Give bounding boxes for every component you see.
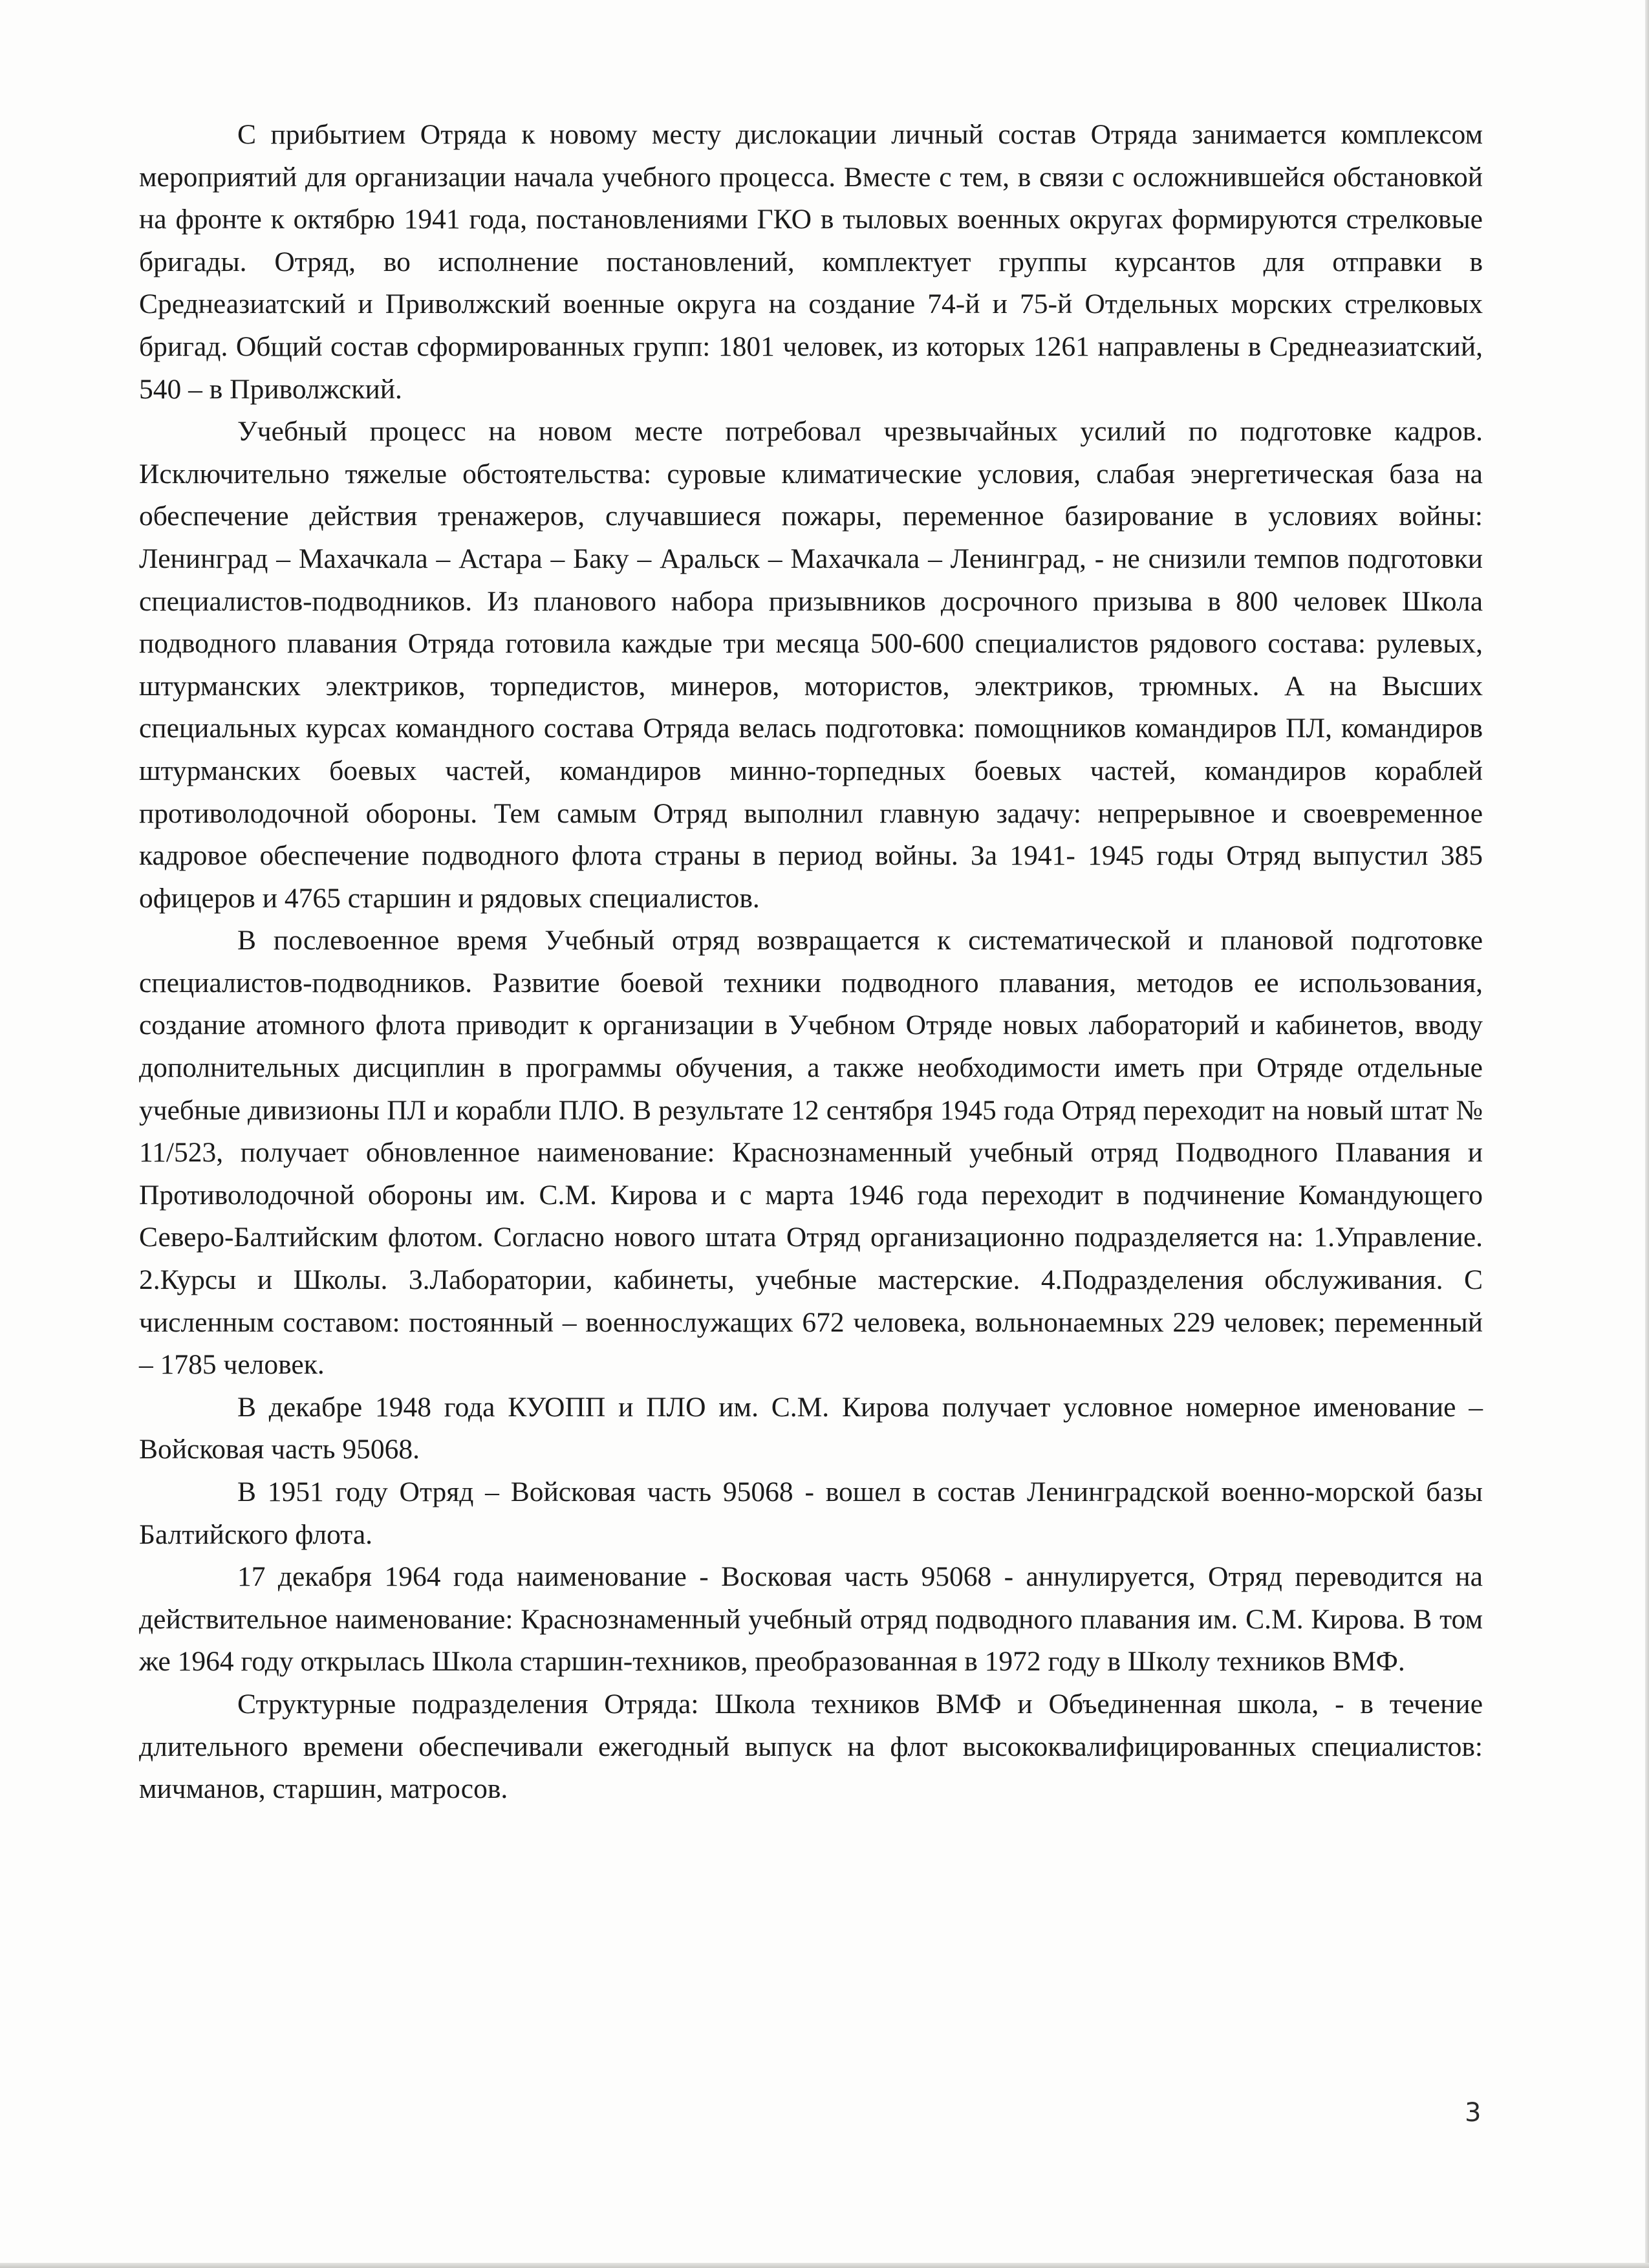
body-text	[139, 114, 1483, 1811]
paragraph-1964-renaming: 17 декабря 1964 года наименование - Восковая часть 95068 - аннулируется, Отряд переводится на действительное наименование: Краснознаменный учебный отряд подводного плавания им. С.М. Кирова. В том же 1964 году открылась Школа старшин-техников, преобразованная в 1972 году в Школу техников ВМФ.	[139, 1561, 1483, 1678]
paragraph-wartime-training: Учебный процесс на новом месте потребовал чрезвычайных усилий по подготовке кадров. Исключительно тяжелые обстоятельства: суровые климатические условия, слабая энергетическая база на обеспечение действия тренажеров, случавшиеся пожары, переменное базирование в условиях войны: Ленинград – Махачкала – Астара – Баку – Аральск – Махачкала – Ленинград, - не снизили темпов подготовки специалистов-подводников. Из планового набора призывников досрочного призыва в 800 человек Школа подводного плавания Отряда готовила каждые три месяца 500-600 специалистов рядового состава: рулевых, штурманских электриков, торпедистов, минеров, мотористов, электриков, трюмных. А на Высших специальных курсах командного состава Отряда велась подготовка: помощников командиров ПЛ, командиров штурманских боевых частей, командиров минно-торпедных боевых частей, командиров кораблей противолодочной обороны. Тем самым Отряд выполнил главную задачу: непрерывное и своевременное кадровое обеспечение подводного флота страны в период войны. За 1941- 1945 годы Отряд выпустил 385 офицеров и 4765 старшин и рядовых специалистов.	[139, 416, 1483, 914]
paragraph-1951-naval-base: В 1951 году Отряд – Войсковая часть 95068 - вошел в состав Ленинградской военно-морской базы Балтийского флота.	[139, 1476, 1483, 1550]
scan-edge-right	[1645, 0, 1649, 2268]
paragraph-postwar: В послевоенное время Учебный отряд возвращается к систематической и плановой подготовке специалистов-подводников. Развитие боевой техники подводного плавания, методов ее использования, создание атомного флота приводит к организации в Учебном Отряде новых лабораторий и кабинетов, вводу дополнительных дисциплин в программы обучения, а также необходимости иметь при Отряде отдельные учебные дивизионы ПЛ и корабли ПЛО. В результате 12 сентября 1945 года Отряд переходит на новый штат № 11/523, получает обновленное наименование: Краснознаменный учебный отряд Подводного Плавания и Противолодочной обороны им. С.М. Кирова и с марта 1946 года переходит в подчинение Командующего Северо-Балтийским флотом. Согласно нового штата Отряд организационно подразделяется на: 1.Управление. 2.Курсы и Школы. 3.Лаборатории, кабинеты, учебные мастерские. 4.Подразделения обслуживания. С численным составом: постоянный – военнослужащих 672 человека, вольнонаемных 229 человек; переменный – 1785 человек.	[139, 925, 1483, 1381]
paragraph-structural-units: Структурные подразделения Отряда: Школа техников ВМФ и Объединенная школа, - в течение длительного времени обеспечивали ежегодный выпуск на флот высококвалифицированных специалистов: мичманов, старшин, матросов.	[139, 1688, 1483, 1805]
paragraph-arrival: С прибытием Отряда к новому месту дислокации личный состав Отряда занимается комплексом мероприятий для организации начала учебного процесса. Вместе с тем, в связи с осложнившейся обстановкой на фронте к октябрю 1941 года, постановлениями ГКО в тыловых военных округах формируются стрелковые бригады. Отряд, во исполнение постановлений, комплектует группы курсантов для отправки в Среднеазиатский и Приволжский военные округа на создание 74-й и 75-й Отдельных морских стрелковых бригад. Общий состав сформированных групп: 1801 человек, из которых 1261 направлены в Среднеазиатский, 540 – в Приволжский.	[139, 119, 1483, 405]
paragraph-1948-renaming: В декабре 1948 года КУОПП и ПЛО им. С.М. Кирова получает условное номерное именование – Войсковая часть 95068.	[139, 1391, 1483, 1465]
page-number: 3	[1465, 2098, 1482, 2128]
scan-edge-bottom	[0, 2263, 1649, 2268]
